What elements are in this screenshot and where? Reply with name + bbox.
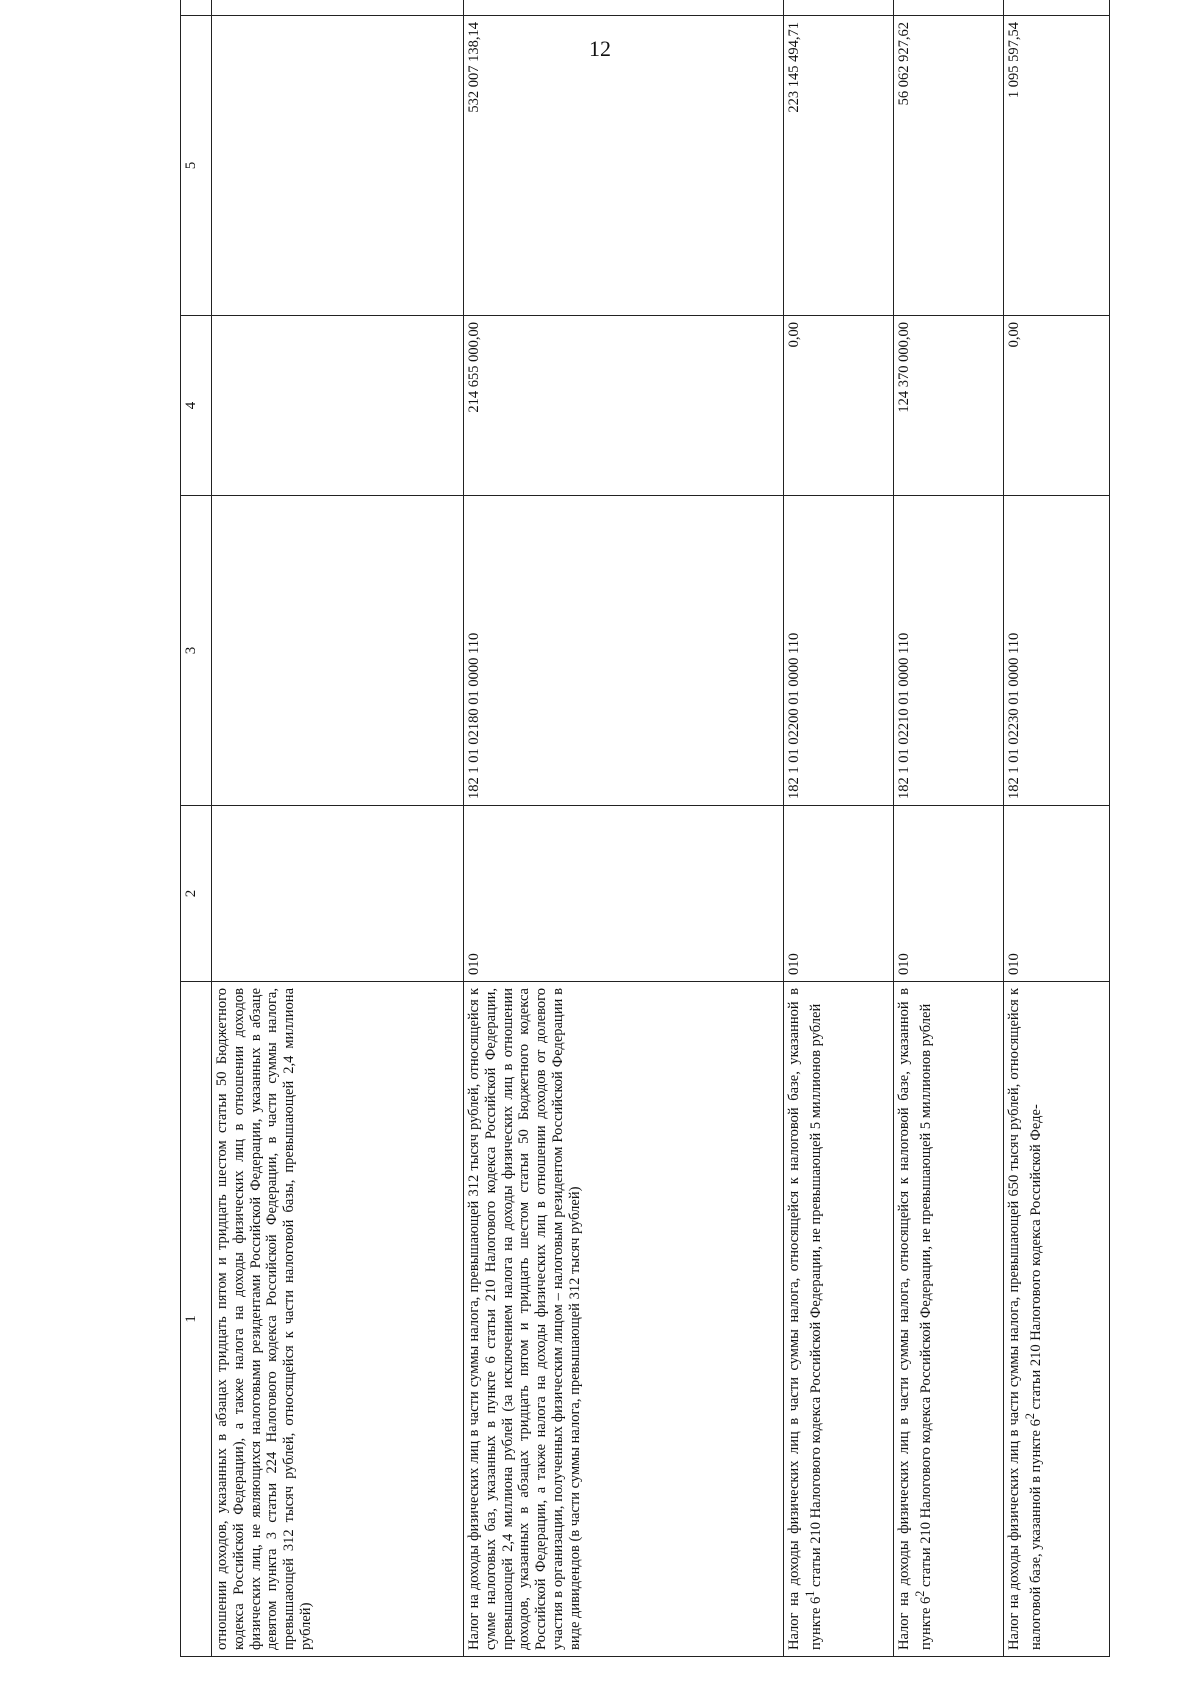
table-row — [1004, 0, 1110, 1657]
row-description — [894, 982, 1004, 1657]
row-col4: 0,00 — [1004, 316, 1110, 496]
row-kbk — [212, 496, 464, 806]
superscript: 2 — [1022, 1413, 1037, 1420]
row-col5 — [212, 16, 464, 316]
row-kbk: 182 1 01 02230 01 0000 110 — [1004, 496, 1110, 806]
superscript: 2 — [912, 1590, 927, 1597]
description-text: статьи 210 Налогового кодекса Российской Федерации, не превышающей 5 миллионов рублей — [807, 1003, 824, 1591]
header-col-2: 2 — [181, 806, 212, 982]
row-code-line: 010 — [1004, 806, 1110, 982]
description-text: статьи 210 Налогового кодекса Российской Федерации, не превышающей 5 миллионов рублей — [917, 1003, 934, 1591]
row-col5: 223 145 494,71 — [784, 16, 894, 316]
row-kbk: 182 1 01 02180 01 0000 110 — [464, 496, 784, 806]
row-code-line — [212, 806, 464, 982]
table-rotated-wrapper — [180, 22, 1104, 1657]
table-row — [784, 0, 894, 1657]
table-row — [464, 0, 784, 1657]
budget-table — [180, 0, 1110, 1657]
row-col6 — [212, 0, 464, 16]
header-col-4: 4 — [181, 316, 212, 496]
row-col6 — [894, 0, 1004, 16]
description-text: Налог на доходы физических лиц в части суммы налога, относящейся к налоговой базе, указанной в пункте 6 — [896, 988, 934, 1650]
table-row — [894, 0, 1004, 1657]
header-col-5: 5 — [181, 16, 212, 316]
table-row — [212, 0, 464, 1657]
row-description: Налог на доходы физических лиц в части суммы налога, превышающей 312 тысяч рублей, относящейся к сумме налоговых баз, указанных в пункте 6 статьи 210 Налогового кодекса Российской Федерации, превышающей 2,4 миллиона рублей (за исключением налога на доходы физических лиц в отношении доходов, указанных в абзацах тридцать пятом и тридцать шестом статьи 50 Бюджетного кодекса Российской Федерации, а также налога на доходы физических лиц в отношении доходов от долевого участия в организации, полученных физическим лицом – налоговым резидентом Российской Федерации в виде дивидендов (в части суммы налога, превышающей 312 тысяч рублей) — [464, 982, 784, 1657]
row-description — [784, 982, 894, 1657]
table-header-row — [181, 0, 212, 1657]
row-col4 — [212, 316, 464, 496]
row-col6 — [464, 0, 784, 16]
row-col4: 0,00 — [784, 316, 894, 496]
row-col6 — [1004, 0, 1110, 16]
superscript: 1 — [802, 1590, 817, 1597]
description-text: Налог на доходы физических лиц в части суммы налога, превышающей 650 тысяч рублей, относящейся к налоговой базе, указанной в пункте 6 — [1006, 988, 1044, 1650]
table-rotated — [180, 22, 1104, 1657]
description-text: статьи 210 Налогового кодекса Российской Феде- — [1027, 1104, 1044, 1414]
row-code-line: 010 — [784, 806, 894, 982]
row-col4: 214 655 000,00 — [464, 316, 784, 496]
row-kbk: 182 1 01 02200 01 0000 110 — [784, 496, 894, 806]
row-description — [1004, 982, 1110, 1657]
row-code-line: 010 — [894, 806, 1004, 982]
header-col-1: 1 — [181, 982, 212, 1657]
row-col6 — [784, 0, 894, 16]
row-description: отношении доходов, указанных в абзацах тридцать пятом и тридцать шестом статьи 50 Бюджетного кодекса Российской Федерации), а также налога на доходы физических лиц в отношении доходов физических лиц, не являющихся налоговыми резидентами Российской Федерации, указанных в абзаце девятом пункта 3 статьи 224 Налогового кодекса Российской Федерации, в части суммы налога, превышающей 312 тысяч рублей, относящейся к части налоговой базы, превышающей 2,4 миллиона рублей) — [212, 982, 464, 1657]
row-code-line: 010 — [464, 806, 784, 982]
description-text: Налог на доходы физических лиц в части суммы налога, относящейся к налоговой базе, указанной в пункте 6 — [786, 988, 824, 1650]
row-col5: 56 062 927,62 — [894, 16, 1004, 316]
row-kbk: 182 1 01 02210 01 0000 110 — [894, 496, 1004, 806]
header-col-3: 3 — [181, 496, 212, 806]
row-col5: 1 095 597,54 — [1004, 16, 1110, 316]
row-col4: 124 370 000,00 — [894, 316, 1004, 496]
header-col-6 — [181, 0, 212, 16]
row-col5: 532 007 138,14 — [464, 16, 784, 316]
page-number: 12 — [589, 36, 611, 61]
